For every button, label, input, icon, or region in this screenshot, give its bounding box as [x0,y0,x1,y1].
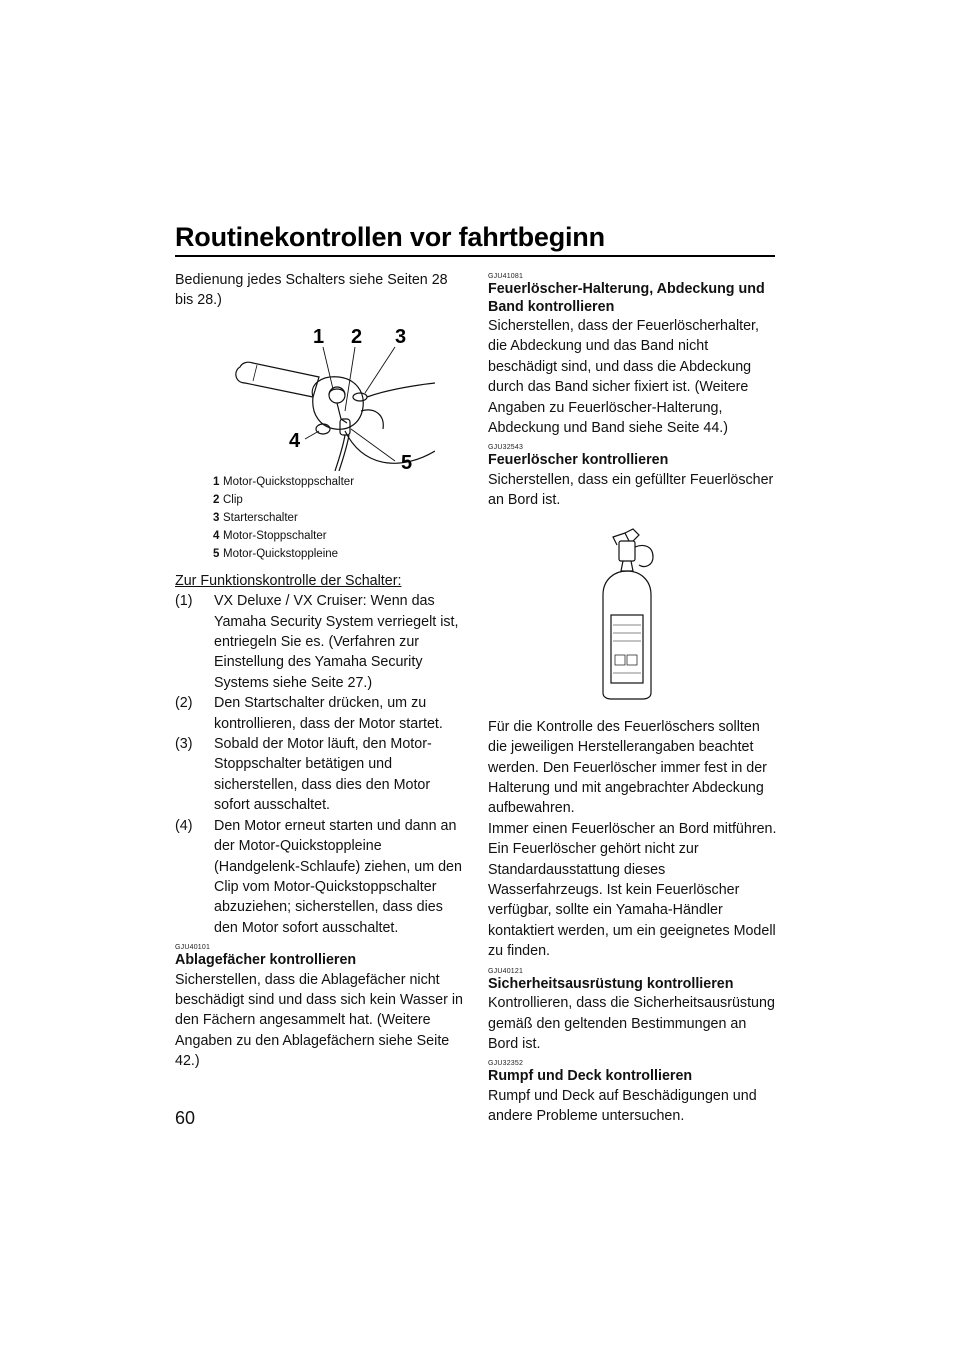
page-title: Routinekontrollen vor fahrtbeginn [175,222,605,252]
step-item [175,591,465,693]
step-number: (4) [175,817,193,834]
legend-number: 2 [213,493,220,506]
step-item [175,734,465,816]
legend-text: Motor-Quickstoppleine [223,547,339,560]
legend-number: 1 [213,475,220,488]
section-code: GJU40101 [175,944,211,952]
page-number: 60 [175,1108,196,1128]
step-text: VX Deluxe / VX Cruiser: Wenn das Yamaha Security System verriegelt ist, entriegeln Sie es. (Verfahren zur Einstellung des Yamaha Security Systems siehe Seite 27.) [214,593,459,691]
section-body-storage: Sicherstellen, dass die Ablagefächer nicht beschädigt sind und dass sich kein Wasser in den Fächern angesammelt hat. (Weitere Angaben zu den Ablagefächern siehe Seite 42.) [175,971,463,1070]
step-number: (3) [175,736,193,753]
step-text: Sobald der Motor läuft, den Motor-Stoppschalter betätigen und sicherstellen, dass dies den Motor sofort ausschaltet. [214,736,432,814]
legend-text: Motor-Quickstoppschalter [223,475,355,488]
step-number: (1) [175,593,193,610]
legend-text: Starterschalter [223,511,298,524]
legend-number: 4 [213,529,220,542]
section-heading-safety: Sicherheitsausrüstung kontrollieren [488,975,734,992]
step-number: (2) [175,695,193,712]
section-code: GJU32543 [488,444,524,452]
right-column [488,270,778,1127]
extinguisher-text-2: Immer einen Feuerlöscher an Bord mitführen. Ein Feuerlöscher gehört nicht zur Standardausstattung dieses Wasserfahrzeugs. Ist kein Feuerlöscher verfügbar, sollte ein Yamaha-Händler kontaktiert werden, um ein geeignetes Modell zu finden. [488,820,777,960]
legend-number: 3 [213,511,220,524]
step-text: Den Startschalter drücken, um zu kontrollieren, dass der Motor startet. [214,695,443,732]
step-item [175,693,465,734]
legend-item [213,491,465,509]
figure-label-2: 2 [351,325,363,348]
section-code: GJU41081 [488,273,524,280]
section-heading-holder: Feuerlöscher-Halterung, Abdeckung und Band kontrollieren [488,281,765,315]
fire-extinguisher-figure [573,525,693,703]
legend-item [213,545,465,563]
section-body-safety: Kontrollieren, dass die Sicherheitsausrüstung gemäß den geltenden Bestimmungen an Bord ist. [488,995,775,1052]
handlebar-switch-figure [205,311,435,471]
section-code: GJU32352 [488,1060,524,1068]
section-heading-hull: Rumpf und Deck kontrollieren [488,1068,693,1085]
legend-text: Motor-Stoppschalter [223,529,327,542]
legend-item [213,509,465,527]
title-rule [175,255,775,257]
section-heading-storage: Ablagefächer kontrollieren [175,952,357,969]
legend-item [213,473,465,491]
check-title: Zur Funktionskontrolle der Schalter: [175,572,402,589]
figure-legend [213,473,465,563]
step-text: Den Motor erneut starten und dann an der Motor-Quickstoppleine (Handgelenk-Schlaufe) ziehen, um den Clip vom Motor-Quickstoppschalter abzuziehen; sicherstellen, dass dies den Motor sofort ausschaltet. [214,817,462,936]
figure-label-3: 3 [395,325,407,348]
section-body-extinguisher: Sicherstellen, dass ein gefüllter Feuerlöscher an Bord ist. [488,471,774,509]
figure-label-4: 4 [289,429,301,452]
section-heading-extinguisher: Feuerlöscher kontrollieren [488,452,669,469]
section-body-hull: Rumpf und Deck auf Beschädigungen und andere Probleme untersuchen. [488,1087,757,1125]
left-column [175,270,465,1072]
figure-label-5: 5 [401,451,413,471]
extinguisher-text-1: Für die Kontrolle des Feuerlöschers sollten die jeweiligen Herstellerangaben beachtet werden. Den Feuerlöscher immer fest in der Halterung und mit angebrachter Abdeckung aufbewahren. [488,718,767,817]
section-body-holder: Sicherstellen, dass der Feuerlöscherhalter, die Abdeckung und das Band nicht beschädigt sind, und dass die Abdeckung durch das Band sicher fixiert ist. (Weitere Angaben zu Feuerlöscher-Halterung, Abdeckung und Band siehe Seite 44.) [488,318,759,437]
intro-text: Bedienung jedes Schalters siehe Seiten 28 bis 28.) [175,272,448,309]
legend-text: Clip [223,493,243,506]
figure-label-1: 1 [313,325,325,348]
section-code: GJU40121 [488,967,524,975]
legend-number: 5 [213,547,220,560]
legend-item [213,527,465,545]
step-item [175,816,465,938]
